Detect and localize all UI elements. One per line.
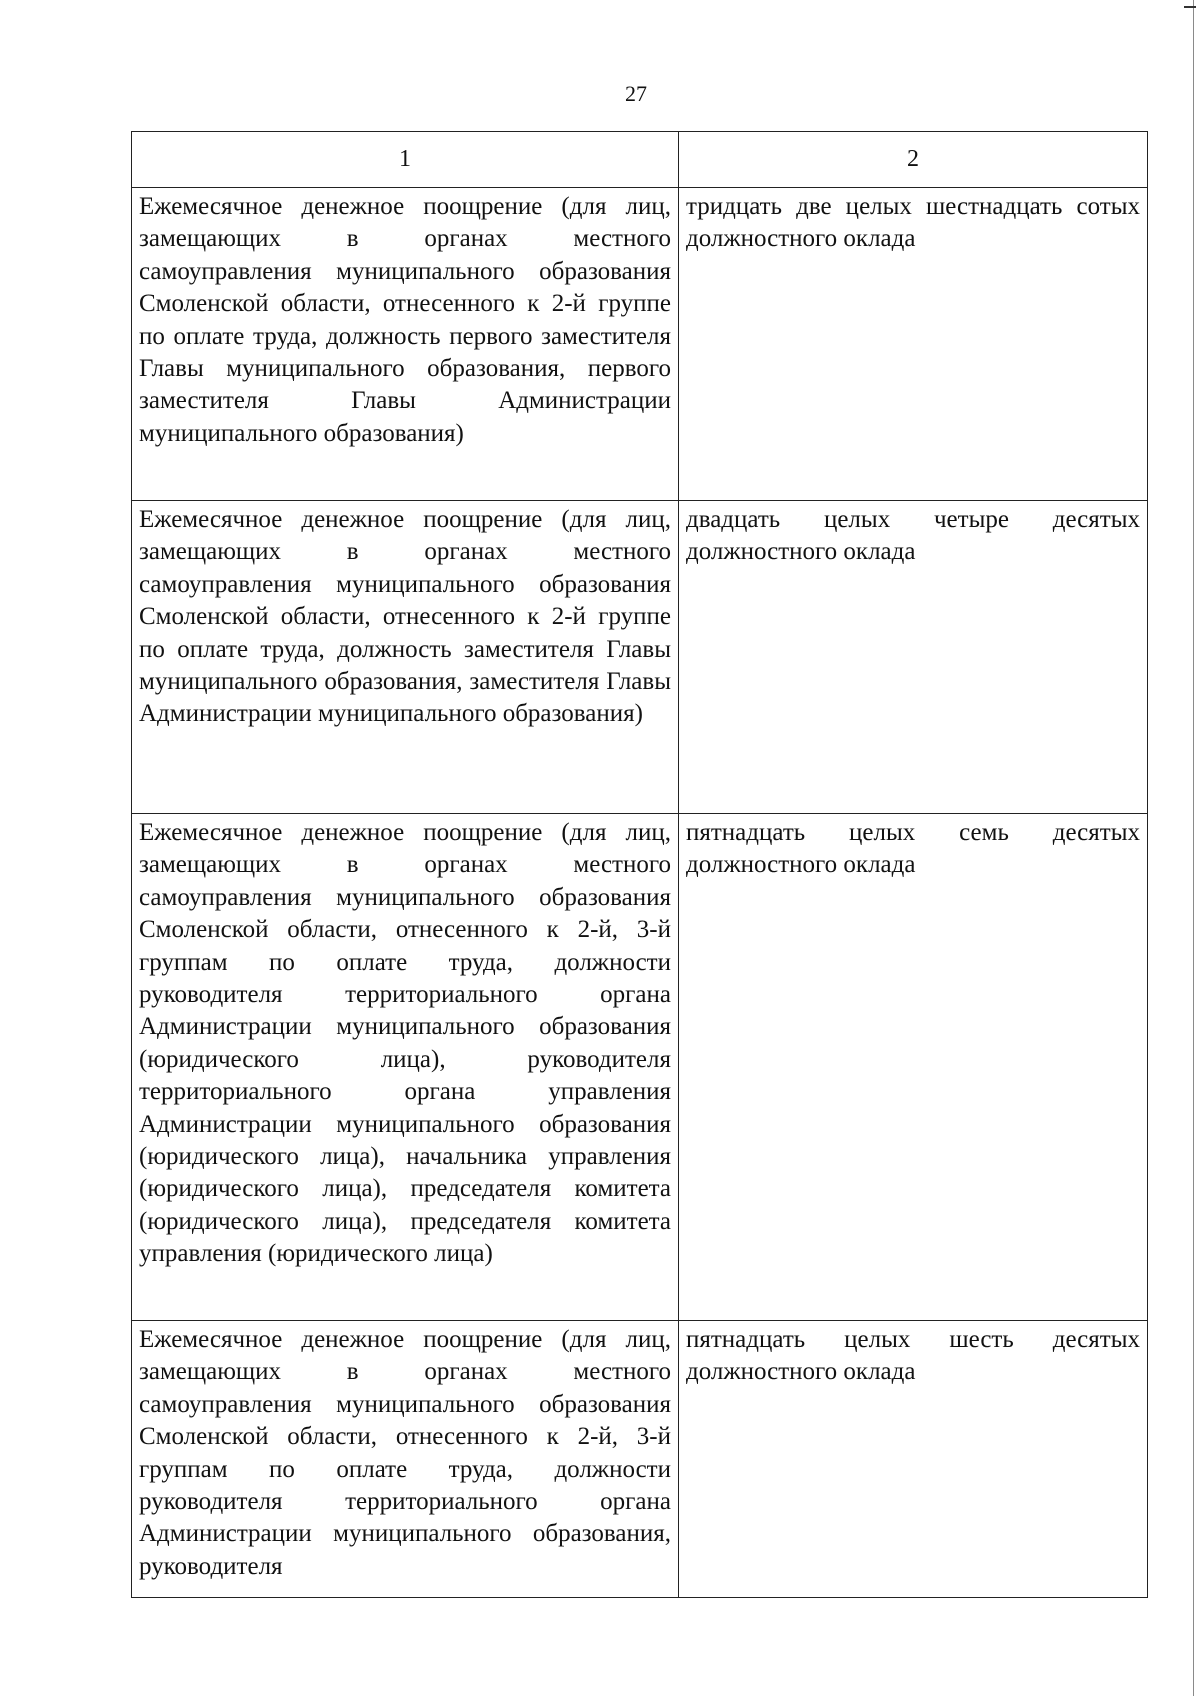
row-amount: пятнадцать целых семь десятых должностного оклада bbox=[679, 814, 1148, 1321]
table-row bbox=[132, 501, 1148, 814]
page-edge-tick bbox=[1184, 6, 1196, 8]
row-amount: двадцать целых четыре десятых должностного оклада bbox=[679, 501, 1148, 814]
column-header-2: 2 bbox=[679, 132, 1148, 188]
row-description: Ежемесячное денежное поощрение (для лиц, замещающих в органах местного самоуправления муниципального образования Смоленской области, отнесенного к 2-й, 3-й группам по оплате труда, должности руководителя территориального органа Администрации муниципального образования (юридического лица), руководителя территориального органа управления Администрации муниципального образования (юридического лица), начальника управления (юридического лица), председателя комитета (юридического лица), председателя комитета управления (юридического лица) bbox=[132, 814, 679, 1321]
row-amount: пятнадцать целых шесть десятых должностного оклада bbox=[679, 1321, 1148, 1598]
row-description: Ежемесячное денежное поощрение (для лиц, замещающих в органах местного самоуправления муниципального образования Смоленской области, отнесенного к 2-й, 3-й группам по оплате труда, должности руководителя территориального органа Администрации муниципального образования, руководителя bbox=[132, 1321, 679, 1598]
page-edge-line bbox=[1193, 0, 1200, 1696]
row-amount: тридцать две целых шестнадцать сотых должностного оклада bbox=[679, 188, 1148, 501]
table-row bbox=[132, 1321, 1148, 1598]
column-header-1: 1 bbox=[132, 132, 679, 188]
row-description: Ежемесячное денежное поощрение (для лиц, замещающих в органах местного самоуправления муниципального образования Смоленской области, отнесенного к 2-й группе по оплате труда, должность заместителя Главы муниципального образования, заместителя Главы Администрации муниципального образования) bbox=[132, 501, 679, 814]
page-number: 27 bbox=[625, 81, 647, 106]
payment-table bbox=[131, 131, 1148, 1598]
row-description: Ежемесячное денежное поощрение (для лиц, замещающих в органах местного самоуправления муниципального образования Смоленской области, отнесенного к 2-й группе по оплате труда, должность первого заместителя Главы муниципального образования, первого заместителя Главы Администрации муниципального образования) bbox=[132, 188, 679, 501]
table-row bbox=[132, 188, 1148, 501]
table-row bbox=[132, 814, 1148, 1321]
table-header-row bbox=[132, 132, 1148, 188]
